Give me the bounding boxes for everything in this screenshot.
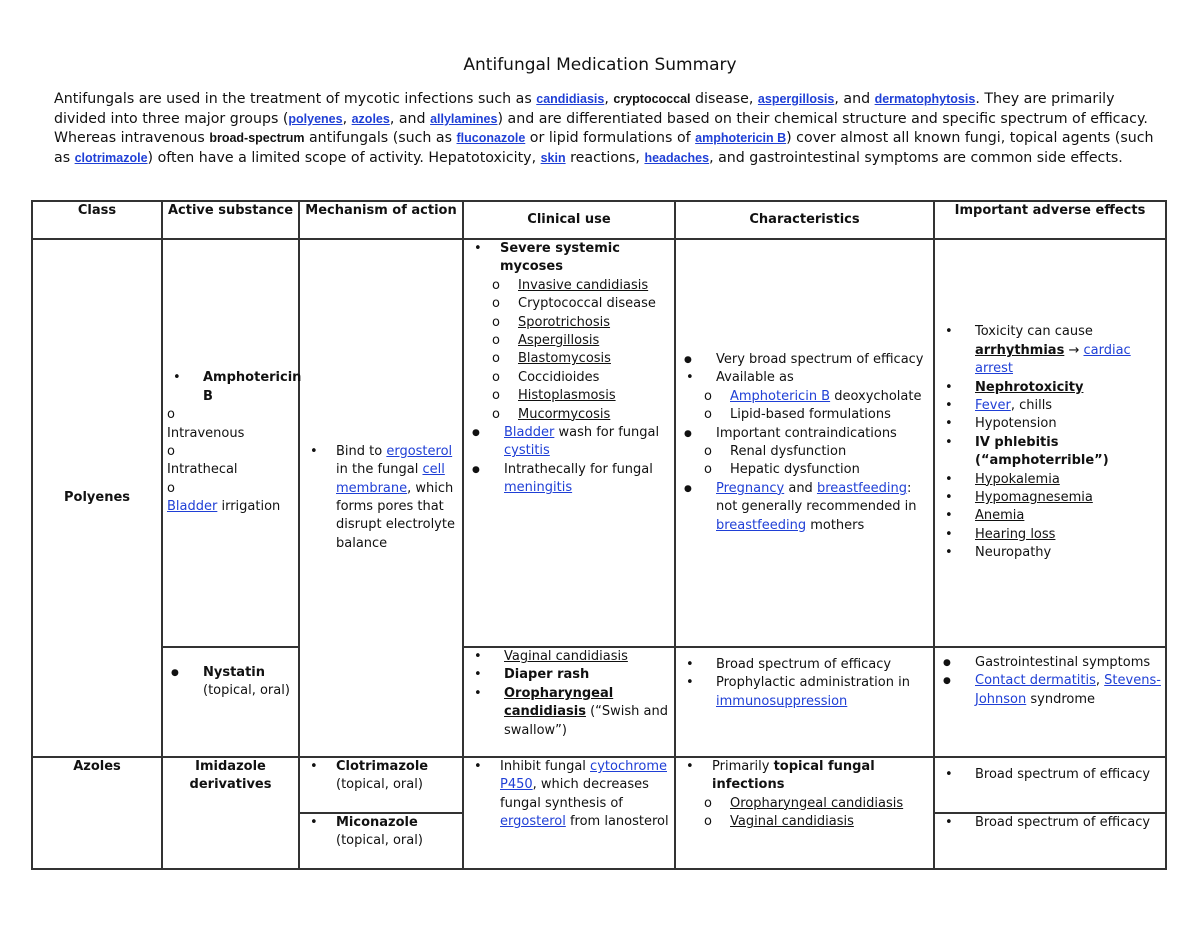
list-item: o Coccidioides [468,369,670,387]
list-item: o Bladder irrigation [167,480,281,515]
list-item: • Amphotericin B [173,370,302,404]
list-item: • Hypokalemia [945,471,1060,487]
list-item: o Aspergillosis [468,332,670,350]
list-item: • Hypomagnesemia [945,490,1093,506]
adverse-miconazole: • Broad spectrum of efficacy [934,813,1166,869]
list-item: o Sporotrichosis [468,314,670,332]
link-cell-membrane[interactable]: cell membrane [336,462,445,496]
list-item: ● Very broad spectrum of efficacy [684,351,924,367]
list-item: • Diaper rash [474,667,590,683]
substance-nystatin: ● Nystatin (topical, oral) [162,647,299,757]
header-active-substance: Active substance [162,201,299,239]
list-item: • Oropharyngeal candidiasis (“Swish and swallow”) [474,685,669,738]
list-item: • Hypotension [945,416,1057,432]
list-item: o Cryptococcal disease [468,295,670,313]
characteristics-azoles [675,757,934,869]
list-item: • Primarily topical fungal infections [686,759,875,793]
link-candidiasis[interactable]: candidiasis [536,92,605,106]
adverse-amphotericin [934,239,1166,647]
list-item: ● Important contraindications [684,425,897,441]
link-immunosuppression[interactable]: immunosuppression [716,693,848,709]
list-item: ● Contact dermatitis, Stevens-Johnson syndrome [943,673,1161,707]
header-mechanism: Mechanism of action [299,201,463,239]
link-azoles[interactable]: azoles [351,111,390,126]
list-item: o Lipid-based formulations [680,406,929,424]
list-item: • Anemia [945,508,1025,524]
link-breastfeeding[interactable]: breastfeeding [816,480,908,496]
list-item: • Severe systemic mycoses [474,241,620,275]
table-row [32,239,1166,647]
link-pregnancy[interactable]: Pregnancy [716,480,785,496]
list-item: • Neuropathy [945,545,1052,561]
table-header-row [32,201,1166,239]
substance-miconazole: • Miconazole (topical, oral) [299,813,463,869]
substance-imidazole: Imidazole derivatives [162,757,299,869]
list-item: • Toxicity can cause arrhythmias → cardiac arrest [945,324,1131,377]
class-cell-polyenes: Polyenes [32,239,162,757]
list-item: ● Bladder wash for fungal cystitis [472,425,660,459]
substance-amphotericin [162,239,302,647]
list-item: o Renal dysfunction [680,443,929,461]
intro-paragraph: Antifungals are used in the treatment of mycotic infections such as candidiasis, cryptococcal disease, aspergillosis, and dermatophytosis. They are primarily divided into three major groups (polyenes, azoles, and allylamines) and are differentiated based on their chemical structure and specific spectrum of efficacy. Whereas intravenous broad-spectrum antifungals (such as fluconazole or lipid formulations of amphotericin B) cover almost all known fungi, topical agents (such as clotrimazole) often have a limited scope of activity. Hepatotoxicity, skin reactions, headaches, and gastrointestinal symptoms are common side effects. [54,91,1154,167]
page-title: Antifungal Medication Summary [463,55,737,75]
table-row [32,757,1166,813]
list-item: • Fever, chills [945,397,1053,413]
table-row [32,647,1166,757]
link-aspergillosis[interactable]: aspergillosis [757,92,835,106]
header-adverse-effects: Important adverse effects [934,201,1166,239]
list-item: • Hearing loss [945,526,1056,542]
list-item: o Amphotericin B deoxycholate [680,388,929,406]
list-item: o Blastomycosis [468,350,670,368]
link-fever[interactable]: Fever [975,397,1011,413]
link-ergosterol[interactable]: ergosterol [386,443,453,459]
list-item: o Intravenous [167,407,245,441]
list-item: ● Gastrointestinal symptoms [943,655,1151,670]
characteristics-amphotericin [675,239,934,647]
list-item: o Vaginal candidiasis [680,813,929,831]
link-contact-dermatitis[interactable]: Contact dermatitis [975,673,1096,689]
link-bladder[interactable]: Bladder [167,499,218,515]
link-breastfeeding-2[interactable]: breastfeeding [716,517,807,533]
list-item: • Available as [686,370,794,386]
clinical-nystatin [463,647,675,757]
list-item: • IV phlebitis (“amphoterrible”) [945,434,1109,469]
list-item: • Prophylactic administration in immunosuppression [686,675,910,709]
link-amphotericin-b[interactable]: Amphotericin B [730,388,831,404]
list-item: o Invasive candidiasis [468,277,670,295]
link-amphotericin[interactable]: amphotericin B [695,131,787,146]
clinical-amphotericin [463,239,675,647]
adverse-nystatin [934,647,1166,757]
substance-clotrimazole: • Clotrimazole (topical, oral) [299,757,463,813]
list-item: o Mucormycosis [468,406,670,424]
link-skin[interactable]: skin [540,151,566,166]
class-cell-azoles: Azoles [32,757,162,869]
list-item: • Nephrotoxicity [945,379,1084,395]
list-item: o Intrathecal [167,444,238,478]
link-bladder-wash[interactable]: Bladder [504,425,555,441]
link-cytochrome-p450[interactable]: cytochrome P450 [500,759,667,793]
link-allylamines[interactable]: allylamines [430,111,498,126]
characteristics-nystatin [675,647,934,757]
header-class: Class [32,201,162,239]
list-item: • Broad spectrum of efficacy [686,657,892,672]
link-fluconazole[interactable]: fluconazole [456,131,526,146]
mechanism-polyenes: • Bind to ergosterol in the fungal cell membrane, which forms pores that disrupt electrolyte balance [299,239,463,757]
link-headaches[interactable]: headaches [644,151,710,166]
link-meningitis[interactable]: meningitis [504,480,573,496]
adverse-clotrimazole: • Broad spectrum of efficacy [934,757,1166,813]
link-cardiac-arrest[interactable]: cardiac arrest [975,342,1131,377]
link-ergosterol-azoles[interactable]: ergosterol [500,814,566,830]
list-item: o Oropharyngeal candidiasis [680,795,929,813]
clinical-azoles: • Inhibit fungal cytochrome P450, which decreases fungal synthesis of ergosterol from lanosterol [463,757,675,869]
antifungal-table [31,200,1167,870]
list-item: • Vaginal candidiasis [474,649,628,664]
list-item: ● Intrathecally for fungal meningitis [472,461,653,496]
link-dermatophytosis[interactable]: dermatophytosis [874,92,976,106]
list-item: o Hepatic dysfunction [680,461,929,479]
link-stevens-johnson[interactable]: Stevens-Johnson [975,673,1161,707]
header-characteristics: Characteristics [675,201,934,239]
link-cystitis[interactable]: cystitis [504,443,550,459]
link-clotrimazole[interactable]: clotrimazole [74,151,148,166]
link-polyenes[interactable]: polyenes [288,111,343,126]
list-item: ● Pregnancy and breastfeeding: not generally recommended in breastfeeding mothers [684,480,917,533]
header-clinical-use: Clinical use [463,201,675,239]
list-item: o Histoplasmosis [468,387,670,405]
